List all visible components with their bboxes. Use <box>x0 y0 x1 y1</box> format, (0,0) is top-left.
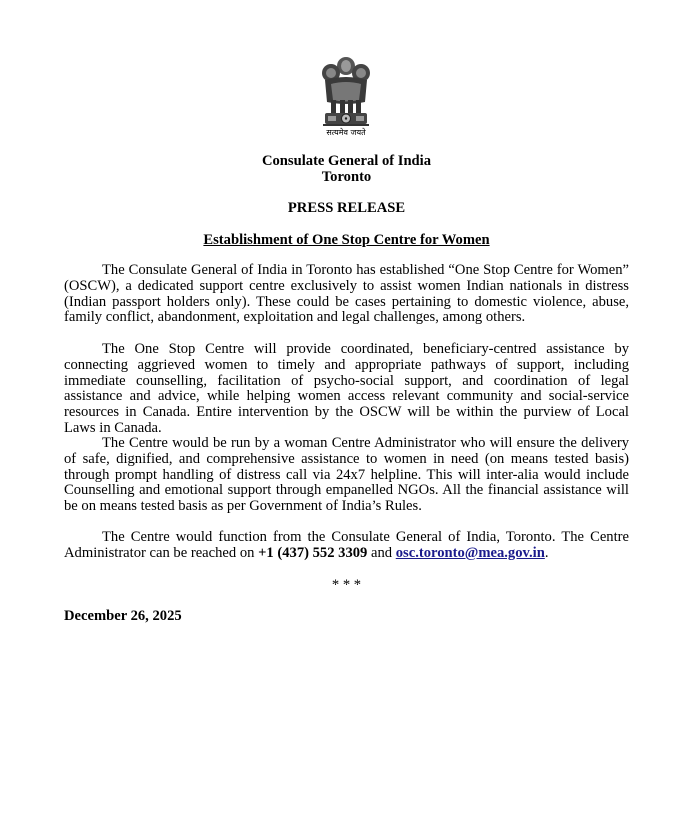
document-type: PRESS RELEASE <box>287 200 406 216</box>
contact-paragraph <box>64 530 629 562</box>
org-city: Toronto <box>321 169 372 185</box>
helpline-phone: +1 (437) 552 3309 <box>258 544 368 561</box>
press-release-title <box>64 232 629 248</box>
contact-prefix: The Centre would function from the Consulate General of India, Toronto. The Centre Administrator can be reached on <box>64 529 629 561</box>
paragraph-1: The Consulate General of India in Toronto has established “One Stop Centre for Women” (OSCW), a dedicated support centre exclusively to assist women Indian nationals in distress (Indian passport holders only). These could be cases pertaining to domestic violence, abuse, family conflict, abandonment, exploitation and legal challenges, among others. <box>64 262 629 326</box>
emblem-motto: सत्यमेव जयते <box>326 128 366 137</box>
contact-connector: and <box>367 544 396 561</box>
section-separator: * * * <box>331 577 362 593</box>
paragraph-2: The One Stop Centre will provide coordinated, beneficiary-centred assistance by connecting aggrieved women to timely and appropriate pathways of support, including immediate counselling, facilitation of psycho-social support, and coordination of legal assistance and advice, while helping women access relevant community and social-service resources in Canada. Entire intervention by the OSCW will be within the purview of Local Laws in Canada. <box>64 341 629 436</box>
email-link[interactable]: osc.toronto@mea.gov.in <box>395 544 545 561</box>
paragraph-3: The Centre would be run by a woman Centre Administrator who will ensure the delivery of safe, dignified, and comprehensive assistance to women in need (on means tested basis) through prompt handling of distress call via 24x7 helpline. This will inter-alia would include Counselling and emotional support through empanelled NGOs. All the financial assistance will be on means tested basis as per Government of India’s Rules. <box>64 435 629 515</box>
release-date: December 26, 2025 <box>64 608 182 624</box>
org-name: Consulate General of India <box>261 153 432 169</box>
issuing-organization <box>64 153 629 185</box>
contact-suffix: . <box>544 544 549 561</box>
title-text: Establishment of One Stop Centre for Women <box>203 232 490 248</box>
national-emblem-icon <box>319 54 373 138</box>
